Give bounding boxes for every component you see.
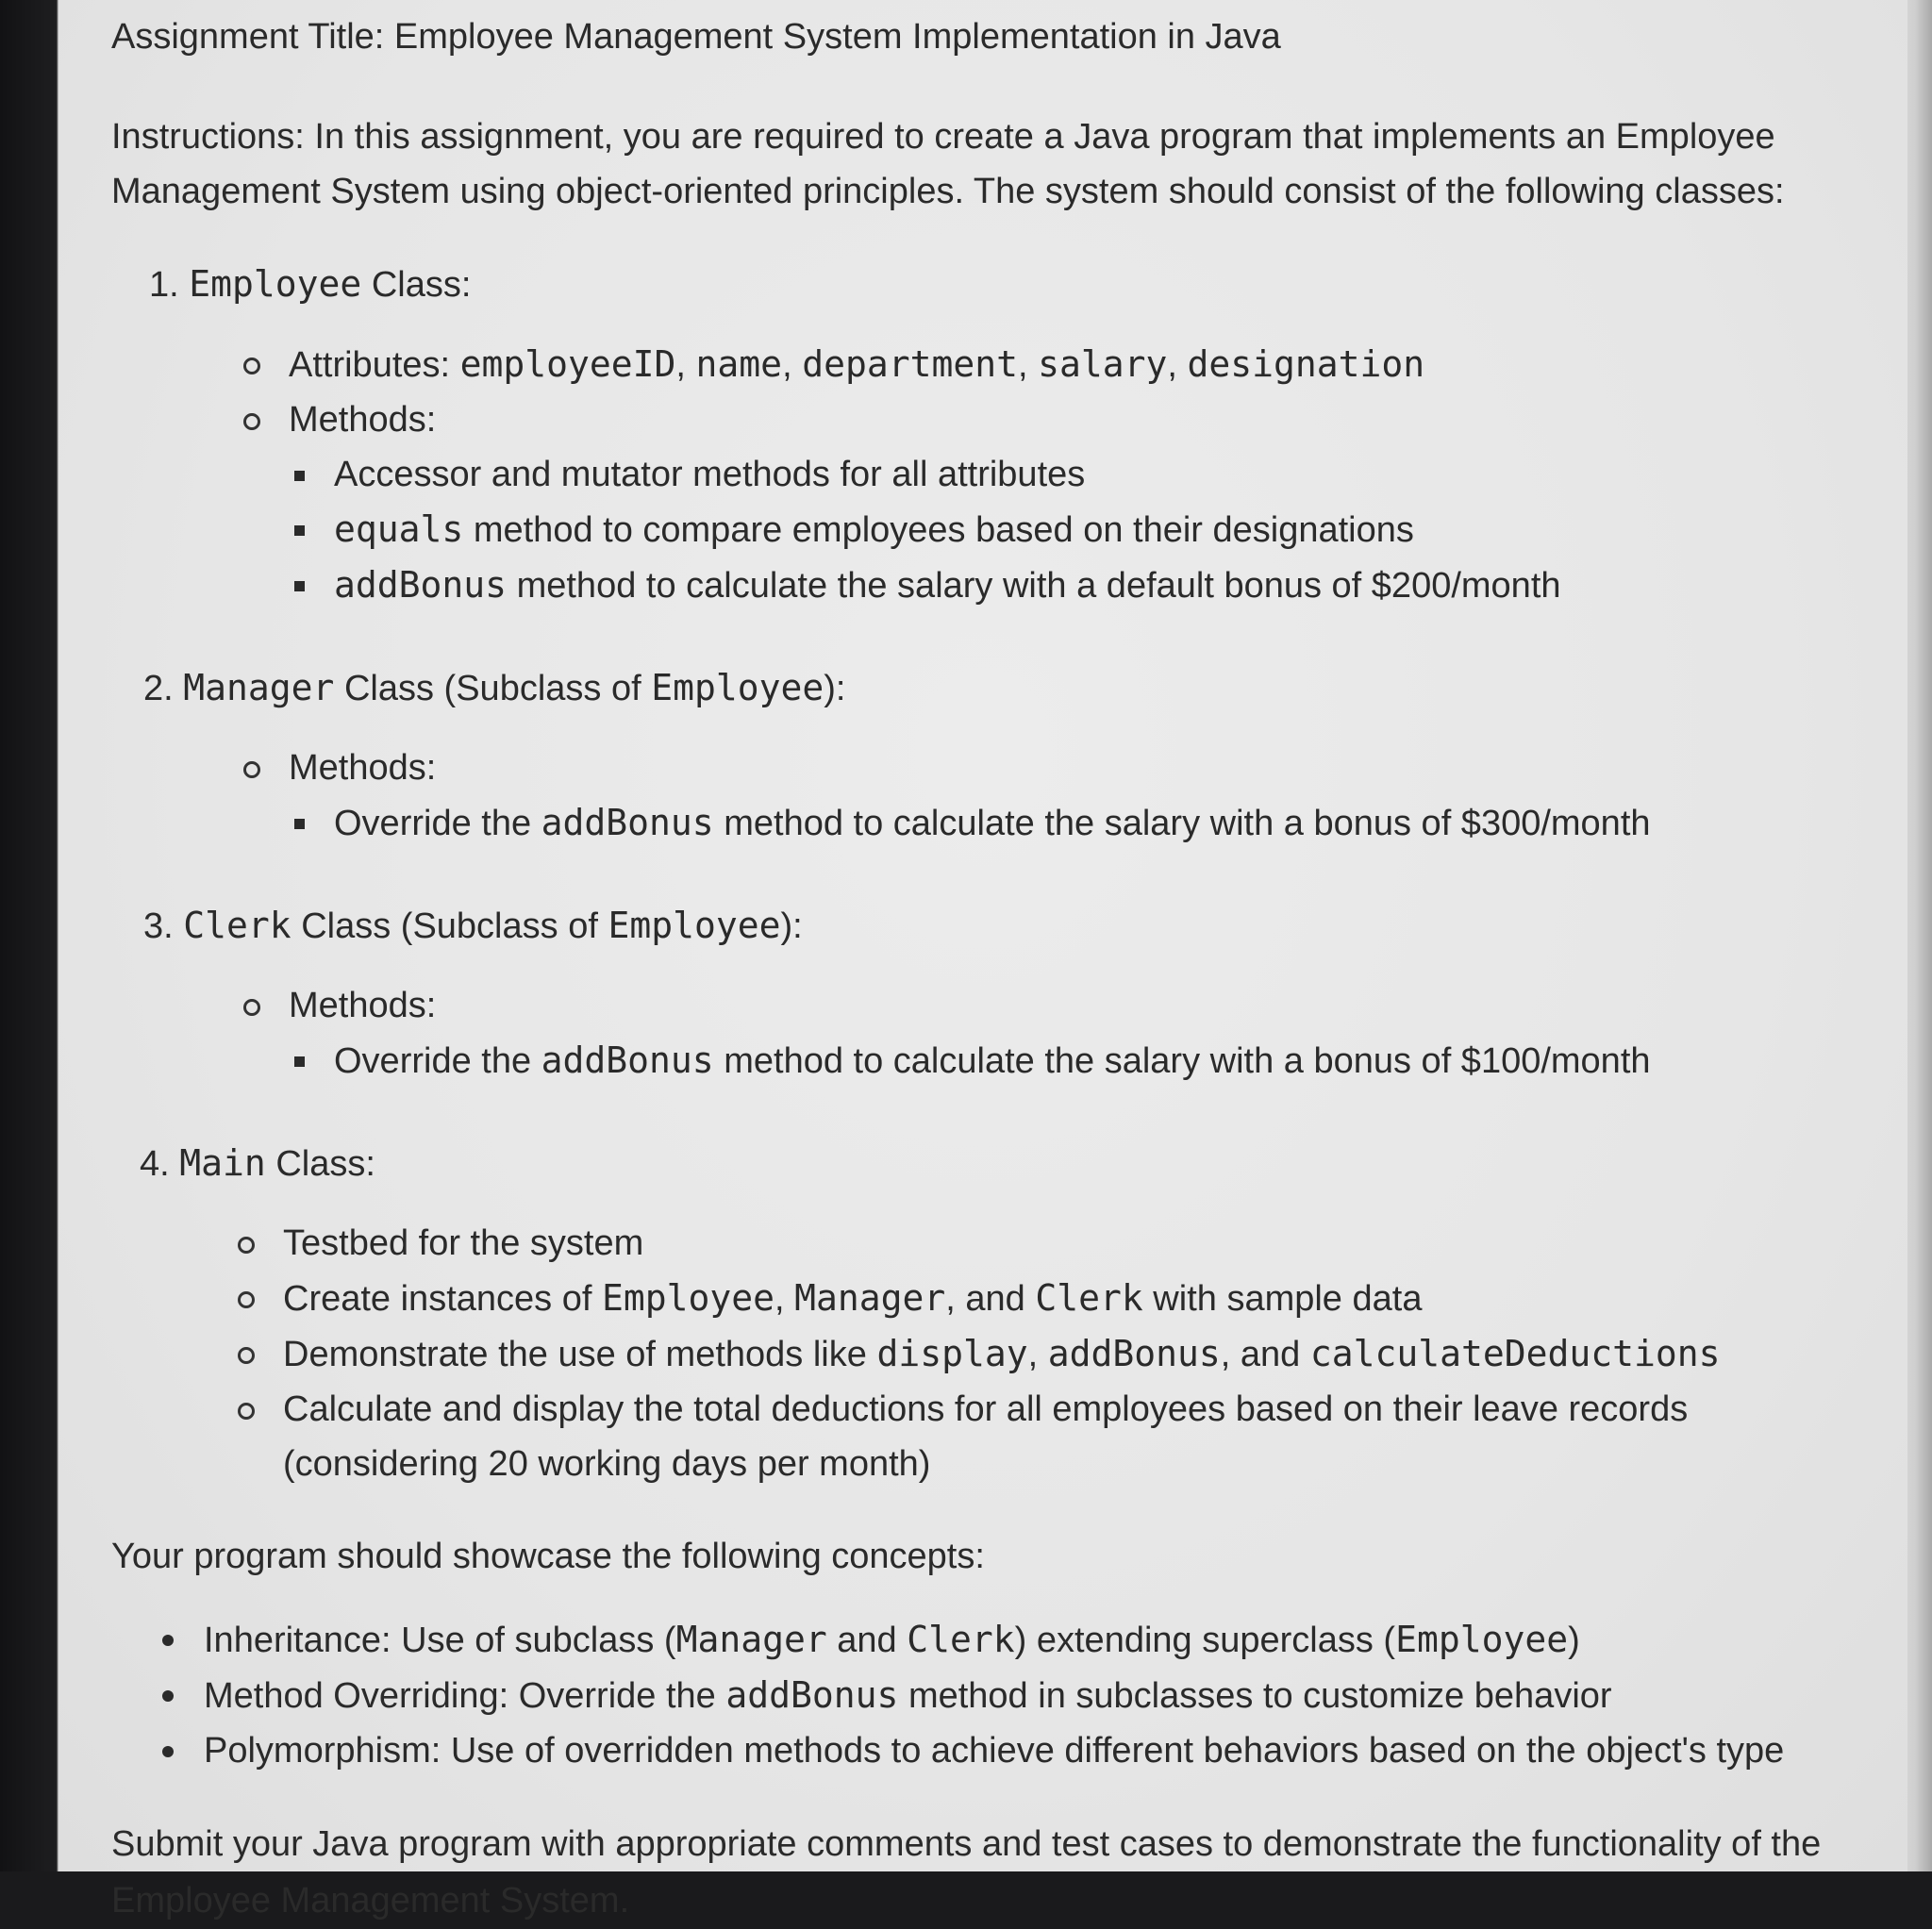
- list-item: Demonstrate the use of methods like display, addBonus, and calculateDeductions: [238, 1326, 1885, 1382]
- section-heading: 1. Employee Class:: [149, 263, 472, 305]
- hollow-bullet-icon: [238, 1291, 255, 1308]
- list-item: Testbed for the system: [238, 1216, 1885, 1271]
- square-bullet-icon: [294, 1056, 305, 1067]
- sub-list: [111, 1216, 1885, 1491]
- hollow-bullet-icon: [243, 761, 260, 778]
- hollow-bullet-icon: [238, 1403, 255, 1420]
- bullet-icon: [162, 1635, 174, 1646]
- sub-list: [111, 337, 1885, 613]
- section-clerk-class: [111, 898, 1885, 1089]
- list-item: Calculate and display the total deductions for all employees based on their leave records (considering 20 working days per month): [238, 1382, 1885, 1491]
- bullet-icon: [162, 1690, 174, 1702]
- method-item: addBonus method to calculate the salary with a default bonus of $200/month: [289, 557, 1885, 613]
- bullet-icon: [162, 1746, 174, 1757]
- concepts-list: [111, 1612, 1885, 1778]
- square-bullet-icon: [294, 525, 305, 536]
- section-main-class: [111, 1136, 1885, 1491]
- section-heading: 2. Manager Class (Subclass of Employee):: [143, 667, 846, 708]
- method-item: Override the addBonus method to calculate the salary with a bonus of $300/month: [289, 795, 1885, 851]
- list-item-methods: Methods:: [243, 392, 1885, 447]
- section-heading: 4. Main Class:: [140, 1142, 375, 1184]
- square-bullet-icon: [294, 819, 305, 829]
- methods-list: [243, 1033, 1885, 1089]
- list-item-attributes: Attributes: employeeID, name, department, salary, designation: [243, 337, 1885, 392]
- section-heading: 3. Clerk Class (Subclass of Employee):: [143, 905, 803, 946]
- hollow-bullet-icon: [243, 358, 260, 374]
- methods-list: [243, 447, 1885, 613]
- submit-paragraph: Submit your Java program with appropriate comments and test cases to demonstrate the functionality of the Employee Management System.: [111, 1824, 1822, 1921]
- method-item: Override the addBonus method to calculate the salary with a bonus of $100/month: [289, 1033, 1885, 1089]
- methods-list: [243, 795, 1885, 851]
- hollow-bullet-icon: [238, 1347, 255, 1364]
- assignment-title: Assignment Title: Employee Management System Implementation in Java: [111, 17, 1281, 57]
- method-item: Accessor and mutator methods for all attributes: [289, 447, 1885, 502]
- hollow-bullet-icon: [243, 999, 260, 1016]
- concepts-heading: Your program should showcase the following concepts:: [111, 1537, 985, 1576]
- list-item-methods: Methods:: [243, 978, 1885, 1033]
- list-item-methods: Methods:: [243, 740, 1885, 795]
- concept-item-overriding: Method Overriding: Override the addBonus method in subclasses to customize behavior: [158, 1668, 1885, 1723]
- section-manager-class: [111, 660, 1885, 851]
- method-item: equals method to compare employees based on their designations: [289, 502, 1885, 557]
- square-bullet-icon: [294, 581, 305, 591]
- hollow-bullet-icon: [238, 1237, 255, 1254]
- sub-list: [111, 740, 1885, 851]
- document-page: [58, 0, 1907, 1921]
- section-employee-class: [111, 257, 1885, 613]
- concept-item-polymorphism: Polymorphism: Use of overridden methods to achieve different behaviors based on the object's type: [158, 1723, 1885, 1778]
- concept-item-inheritance: Inheritance: Use of subclass (Manager and Clerk) extending superclass (Employee): [158, 1612, 1885, 1668]
- sub-list: [111, 978, 1885, 1089]
- square-bullet-icon: [294, 471, 305, 481]
- assignment-document: [111, 9, 1885, 1929]
- instructions-paragraph: Instructions: In this assignment, you are required to create a Java program that implements an Employee Management System using object-oriented principles. The system should consist of the following classes:: [111, 117, 1785, 211]
- hollow-bullet-icon: [243, 413, 260, 430]
- list-item: Create instances of Employee, Manager, and Clerk with sample data: [238, 1271, 1885, 1326]
